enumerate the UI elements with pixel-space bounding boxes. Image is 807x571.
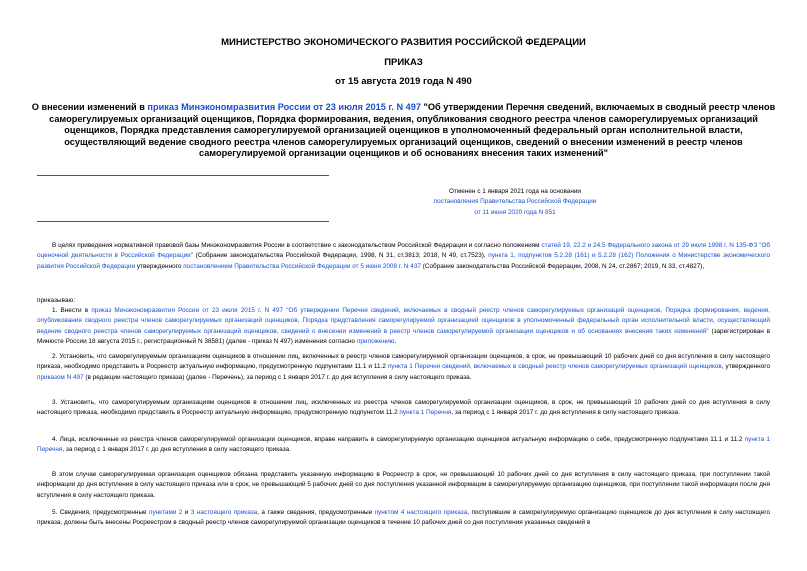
- document-title: О внесении изменений в приказ Минэкономразвития России от 23 июля 2015 г. N 497 "Об утверждении Перечня сведений, включаемых в сводный реестр членов саморегулируемых организаций оценщиков, Порядка формирования, ведения, опубликования сводного реестра членов саморегулируемых организаций оценщиков, Порядка представления саморегулируемой организацией оценщиков в уполномоченный федеральный орган исполнительной власти, осуществляющий ведение сводного реестра членов саморегулируемых организаций оценщиков, сведений о внесении изменений в реестр членов саморегулируемой организации оценщиков и об основаниях внесения таких изменений": [31, 102, 776, 159]
- list-point-1-link-3[interactable]: пункта 1 Перечня: [37, 436, 770, 454]
- order-497-short-link[interactable]: приказом N 497: [37, 373, 84, 381]
- cancel-decree-link[interactable]: постановления Правительства Российской Федерации: [433, 198, 597, 206]
- cancel-decree-date-link[interactable]: от 11 июня 2020 года N 851: [474, 208, 556, 216]
- date-number-heading: от 15 августа 2019 года N 490: [335, 76, 472, 87]
- doc-type-heading: ПРИКАЗ: [384, 57, 423, 68]
- list-point-1-link[interactable]: пункта 1 Перечня сведений, включаемых в сводный реестр членов саморегулируемых организаций оценщиков: [387, 363, 722, 371]
- paragraph-item-1: 1. Внести в приказ Минэкономразвития России от 23 июля 2015 г. N 497 "Об утверждении Перечня сведений, включаемых в сводный реестр членов саморегулируемых организаций оценщиков, Порядка формирования, ведения, опубликования сводного реестра членов саморегулируемых организаций оценщиков, Порядка представления саморегулируемой организацией оценщиков в уполномоченный федеральный орган исполнительной власти, осуществляющий ведение сводного реестра членов саморегулируемых организаций оценщиков, сведений о внесении изменений в реестр членов саморегулируемой организации оценщиков и об основаниях внесения таких изменений" (зарегистрирован в Минюсте России 18 августа 2015 г., регистрационный N 38581) (далее - приказ N 497) изменения согласно приложению.: [37, 307, 770, 345]
- paragraph-preamble: В целях приведения нормативной правовой базы Минэкономразвития России в соответствие с законодательством Российской Федерации и согласно положениям статей 19, 22.2 и 24.5 Федерального закона от 29 июля 1998 г. N 135-ФЗ "Об оценочной деятельности в Российской Федерации" (Собрание законодательства Российской Федерации, 1998, N 31, ст.3813; 2018, N 49, ст.7523), пункта 1, подпунктов 5.2.28 (161) и 5.2.28 (162) Положения о Министерстве экономического развития Российской Федерации утвержденного постановлением Правительства Российской Федерации от 5 июня 2008 г. N 437 (Собрание законодательства Российской Федерации, 2008, N 24, ст.2867; 2019, N 33, ст.4827),: [37, 242, 770, 270]
- cancellation-note: Отменен с 1 января 2021 года на основании постановления Правительства Российской Федерации от 11 июня 2020 года N 851: [433, 188, 597, 216]
- divider-bottom: [37, 221, 329, 222]
- paragraph-item-4-cont: В этом случае саморегулируемая организация оценщиков обязана представить указанную информацию в Росреестр в срок, не превышающий 10 рабочих дней со дня вступления в силу настоящего приказа, при поступлении такой информации до дня вступления в силу настоящего приказа или в срок, не превышающий 5 рабочих дней со дня поступления указанной информации в саморегулируемую организацию оценщиков, при поступлении такой информации после дня вступления в силу настоящего приказа.: [37, 471, 770, 499]
- point-4-link[interactable]: пунктом 4 настоящего приказа: [374, 509, 468, 516]
- paragraph-item-3: 3. Установить, что саморегулируемым организациям оценщиков в отношении лиц, исключенных из реестра членов саморегулируемой организации оценщиков, в срок, не превышающий 10 рабочих дней со дня вступления в силу настоящего приказа, необходимо представить в Росреестр актуальную информацию, предусмотренную подпунктом 11.2 пункта 1 Перечня, за период с 1 января 2017 г. до дня вступления в силу настоящего приказа.: [37, 399, 770, 417]
- points-2-link[interactable]: пунктами 2: [149, 509, 183, 516]
- order-497-link[interactable]: приказ Минэкономразвития России от 23 июля 2015 г. N 497 "Об утверждении Перечня сведений, включаемых в сводный реестр членов саморегулируемых организаций оценщиков, Порядка формирования, ведения, опубликования сводного реестра членов саморегулируемых организаций оценщиков, Порядка представления саморегулируемой организацией оценщиков в уполномоченный федеральный орган исполнительной власти, осуществляющий ведение сводного реестра членов саморегулируемых организаций оценщиков, сведений о внесении изменений в реестр членов саморегулируемой организации оценщиков и об основаниях внесения таких изменений": [37, 307, 770, 335]
- regulation-points-link[interactable]: пункта 1, подпунктов 5.2.28 (161) и 5.2.28 (162) Положения о Министерстве экономического развития Российской Федерации: [37, 252, 770, 270]
- ministry-heading: МИНИСТЕРСТВО ЭКОНОМИЧЕСКОГО РАЗВИТИЯ РОССИЙСКОЙ ФЕДЕРАЦИИ: [221, 37, 586, 48]
- point-3-link[interactable]: 3 настоящего приказа: [190, 509, 258, 516]
- paragraph-item-2: 2. Установить, что саморегулируемым организациям оценщиков в отношении лиц, включенных в реестр членов саморегулируемой организации оценщиков, в срок, не превышающий 10 рабочих дней со дня вступления в силу настоящего приказа, необходимо представить в Росреестр актуальную информацию, предусмотренную подпунктами 11.1 и 11.2 пункта 1 Перечня сведений, включаемых в сводный реестр членов саморегулируемых организаций оценщиков, утвержденного приказом N 497 (в редакции настоящего приказа) (далее - Перечень), за период с 1 января 2017 г. до дня вступления в силу настоящего приказа.: [37, 353, 770, 381]
- order-word: приказываю:: [37, 297, 75, 304]
- paragraph-item-4: 4. Лица, исключенные из реестра членов саморегулируемой организации оценщиков, вправе направить в саморегулируемую организацию оценщиков актуальную информацию о себе, предусмотренную подпунктами 11.1 и 11.2 пункта 1 Перечня, за период с 1 января 2017 г. до дня вступления в силу настоящего приказа.: [37, 436, 770, 454]
- appendix-link[interactable]: приложению: [356, 337, 395, 345]
- law-135-fz-link[interactable]: статей 19, 22.2 и 24.5 Федерального закона от 29 июля 1998 г. N 135-ФЗ "Об оценочной деятельности в Российской Федерации": [37, 242, 770, 260]
- divider-top: [37, 175, 329, 176]
- title-order-link[interactable]: приказ Минэкономразвития России от 23 июля 2015 г. N 497: [147, 102, 421, 112]
- decree-437-link[interactable]: постановлением Правительства Российской Федерации от 5 июня 2008 г. N 437: [183, 262, 421, 270]
- list-point-1-link-2[interactable]: пункта 1 Перечня: [399, 409, 452, 417]
- paragraph-item-5: 5. Сведения, предусмотренные пунктами 2 и 3 настоящего приказа, а также сведения, предусмотренные пунктом 4 настоящего приказа, поступившие в саморегулируемую организацию оценщиков до дня вступления в силу настоящего приказа, должны быть внесены Росреестром в сводный реестр членов саморегулируемой организации оценщиков в течение 10 рабочих дней со дня поступления указанных сведений в: [37, 509, 771, 527]
